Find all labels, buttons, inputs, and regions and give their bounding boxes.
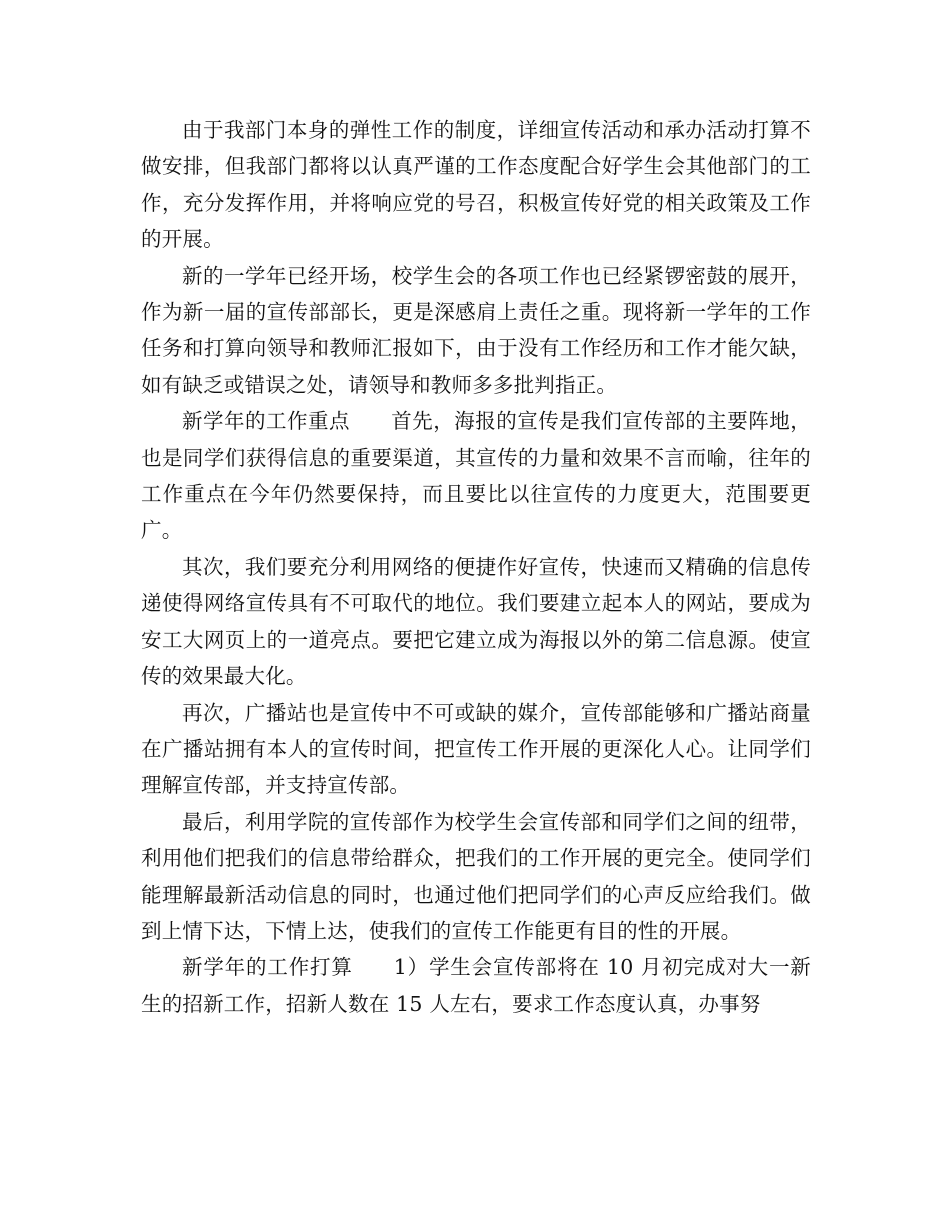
- paragraph-6: [141, 804, 811, 950]
- paragraph-6-text: 最后，利用学院的宣传部作为校学生会宣传部和同学们之间的纽带，利用他们把我们的信息带给群众，把我们的工作开展的更完全。使同学们能理解最新活动信息的同时，也通过他们把同学们的心声反应给我们。做到上情下达，下情上达，使我们的宣传工作能更有目的性的开展。: [141, 809, 811, 943]
- paragraph-1: [141, 112, 811, 258]
- paragraph-2-text: 新的一学年已经开场，校学生会的各项工作也已经紧锣密鼓的展开，作为新一届的宣传部部长，更是深感肩上责任之重。现将新一学年的工作任务和打算向领导和教师汇报如下，由于没有工作经历和工作才能欠缺，如有缺乏或错误之处，请领导和教师多多批判指正。: [141, 263, 811, 397]
- section-heading-work-focus: 新学年的工作重点: [182, 409, 350, 434]
- paragraph-5: [141, 695, 811, 804]
- paragraph-4: [141, 549, 811, 695]
- paragraph-3-text: 首先，海报的宣传是我们宣传部的主要阵地，也是同学们获得信息的重要渠道，其宣传的力量和效果不言而喻，往年的工作重点在今年仍然要保持，而且要比以往宣传的力度更大，范围要更广。: [141, 409, 811, 543]
- document-page: [141, 112, 811, 1022]
- paragraph-4-text: 其次，我们要充分利用网络的便捷作好宣传，快速而又精确的信息传递使得网络宣传具有不可取代的地位。我们要建立起本人的网站，要成为安工大网页上的一道亮点。要把它建立成为海报以外的第二信息源。使宣传的效果最大化。: [141, 554, 811, 689]
- paragraph-7-text: 1）学生会宣传部将在 10 月初完成对大一新生的招新工作，招新人数在 15 人左右，要求工作态度认真，办事努: [141, 955, 811, 1016]
- paragraph-7: [141, 949, 811, 1022]
- section-heading-work-plan: 新学年的工作打算: [182, 955, 353, 980]
- paragraph-3: [141, 403, 811, 549]
- paragraph-2: [141, 258, 811, 404]
- paragraph-5-text: 再次，广播站也是宣传中不可或缺的媒介，宣传部能够和广播站商量在广播站拥有本人的宣传时间，把宣传工作开展的更深化人心。让同学们理解宣传部，并支持宣传部。: [141, 700, 811, 798]
- paragraph-1-text: 由于我部门本身的弹性工作的制度，详细宣传活动和承办活动打算不做安排，但我部门都将以认真严谨的工作态度配合好学生会其他部门的工作，充分发挥作用，并将响应党的号召，积极宣传好党的相关政策及工作的开展。: [141, 118, 811, 252]
